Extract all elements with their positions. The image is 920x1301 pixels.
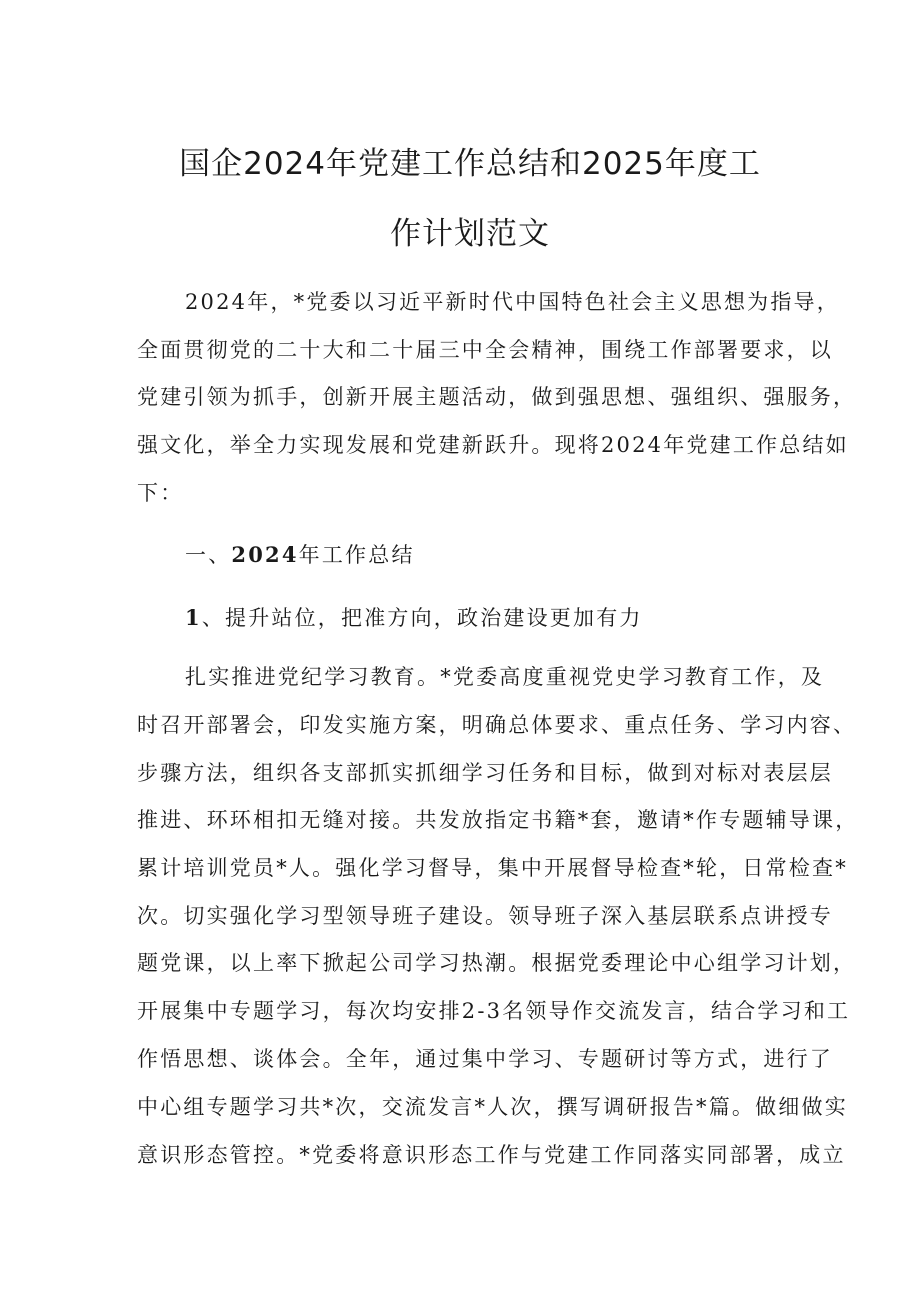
section-heading-1 — [185, 540, 845, 570]
body-line: 次。切实强化学习型领导班子建设。领导班子深入基层联系点讲授专 — [137, 904, 833, 928]
body-line: 题党课，以上率下掀起公司学习热潮。根据党委理论中心组学习计划， — [137, 951, 857, 975]
body-line: 步骤方法，组织各支部抓实抓细学习任务和目标，做到对标对表层层 — [137, 761, 833, 785]
intro-line: 强文化，举全力实现发展和党建新跃升。现将2024年党建工作总结如 — [137, 433, 849, 457]
section-text: 年工作总结 — [298, 543, 415, 567]
subsection-text: 、提升站位，把准方向，政治建设更加有力 — [201, 606, 643, 630]
body-line: 中心组专题学习共*次，交流发言*人次，撰写调研报告*篇。做细做实 — [137, 1095, 848, 1119]
body-line: 意识形态管控。*党委将意识形态工作与党建工作同落实同部署，成立 — [137, 1143, 846, 1167]
intro-line: 下： — [137, 481, 184, 505]
intro-line: 2024年，*党委以习近平新时代中国特色社会主义思想为指导， — [185, 290, 840, 314]
intro-line: 全面贯彻党的二十大和二十届三中全会精神，围绕工作部署要求，以 — [137, 338, 833, 362]
section-prefix: 一、 — [185, 543, 232, 567]
section-year: 2024 — [231, 542, 299, 567]
subsection-number: 1 — [185, 605, 202, 630]
document-title-line-1: 国企2024年党建工作总结和2025年度工 — [179, 146, 761, 182]
document-title-line-2: 作计划范文 — [390, 216, 550, 252]
intro-line: 党建引领为抓手，创新开展主题活动，做到强思想、强组织、强服务， — [137, 385, 857, 409]
body-line: 作悟思想、谈体会。全年，通过集中学习、专题研讨等方式，进行了 — [137, 1047, 833, 1071]
body-line: 累计培训党员*人。强化学习督导，集中开展督导检查*轮，日常检查* — [137, 856, 848, 880]
body-line: 开展集中专题学习，每次均安排2-3名领导作交流发言，结合学习和工 — [137, 999, 851, 1023]
body-line: 时召开部署会，印发实施方案，明确总体要求、重点任务、学习内容、 — [137, 713, 857, 737]
body-line: 扎实推进党纪学习教育。*党委高度重视党史学习教育工作，及 — [185, 665, 825, 689]
subsection-heading-1 — [185, 603, 845, 633]
body-line: 推进、环环相扣无缝对接。共发放指定书籍*套，邀请*作专题辅导课， — [137, 808, 859, 832]
